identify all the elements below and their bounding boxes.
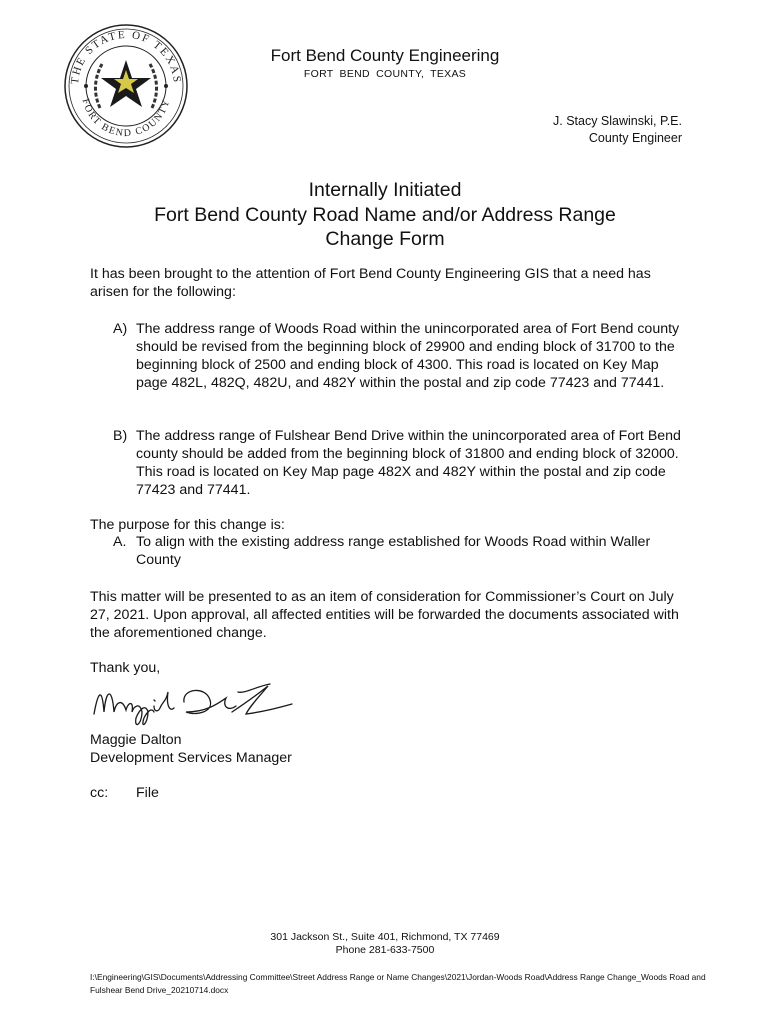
footer-address: 301 Jackson St., Suite 401, Richmond, TX 77469 [270,931,500,943]
form-title-line-1: Internally Initiated [308,179,462,201]
cc-line [90,785,159,801]
intro-paragraph: It has been brought to the attention of Fort Bend County Engineering GIS that a need has arisen for the following: [90,266,651,300]
form-title-line-3: Change Form [325,228,445,250]
matter-paragraph: This matter will be presented to as an item of consideration for Commissioner’s Court on July 27, 2021. Upon approval, all affected entities will be forwarded the documents associated with the aforementioned change. [90,589,679,641]
cc-value: File [136,785,159,801]
list-item [113,427,693,499]
form-title-line-2: Fort Bend County Road Name and/or Address Range [154,203,616,226]
purpose-label: The purpose for this change is: [90,517,285,533]
svg-text:THE STATE OF TEXAS: THE STATE OF TEXAS [68,28,184,85]
signer-block [90,731,690,767]
cc-label: cc: [90,785,109,801]
engineer-name: J. Stacy Slawinski, P.E. [553,114,682,128]
file-path: I:\Engineering\GIS\Documents\Addressing Committee\Street Address Range or Name Changes\2021\Jordan-Woods Road\Address Range Change_Woods Road and Fulshear Bend Drive_20210714.docx [90,972,706,995]
purpose-item [113,533,673,569]
county-seal-logo [62,22,190,150]
list-item-text: The address range of Woods Road within the unincorporated area of Fort Bend county should be revised from the beginning block of 29900 and ending block of 31700 to the beginning block of 2500 and ending block of 4300. This road is located on Key Map page 482L, 482Q, 482U, and 482Y within the postal and zip code 77423 and 77441. [136,321,680,391]
svg-text:FORT BEND COUNTY: FORT BEND COUNTY [79,97,173,140]
list-item-text: The address range of Fulshear Bend Drive within the unincorporated area of Fort Bend county should be added from the beginning block of 31800 and ending block of 32000. This road is located on Key Map page 482X and 482Y within the postal and zip code 77423 and 77441. [136,428,681,498]
list-marker: B) [113,428,128,444]
engineer-block [553,113,682,147]
handwritten-signature [88,672,298,734]
footer-phone: Phone 281-633-7500 [335,944,435,956]
list-marker: A. [113,534,127,550]
purpose-item-text: To align with the existing address range established for Woods Road within Waller County [136,534,651,568]
list-marker: A) [113,321,128,337]
form-title [100,178,670,252]
footer-address-block [200,931,570,957]
org-title: Fort Bend County Engineering [270,46,500,65]
signer-name: Maggie Dalton [90,732,182,748]
list-item [113,320,693,392]
org-subtitle: FORT BEND COUNTY, TEXAS [303,68,467,80]
signer-title: Development Services Manager [90,750,292,766]
engineer-title: County Engineer [588,131,682,145]
closing-text: Thank you, [90,660,161,676]
